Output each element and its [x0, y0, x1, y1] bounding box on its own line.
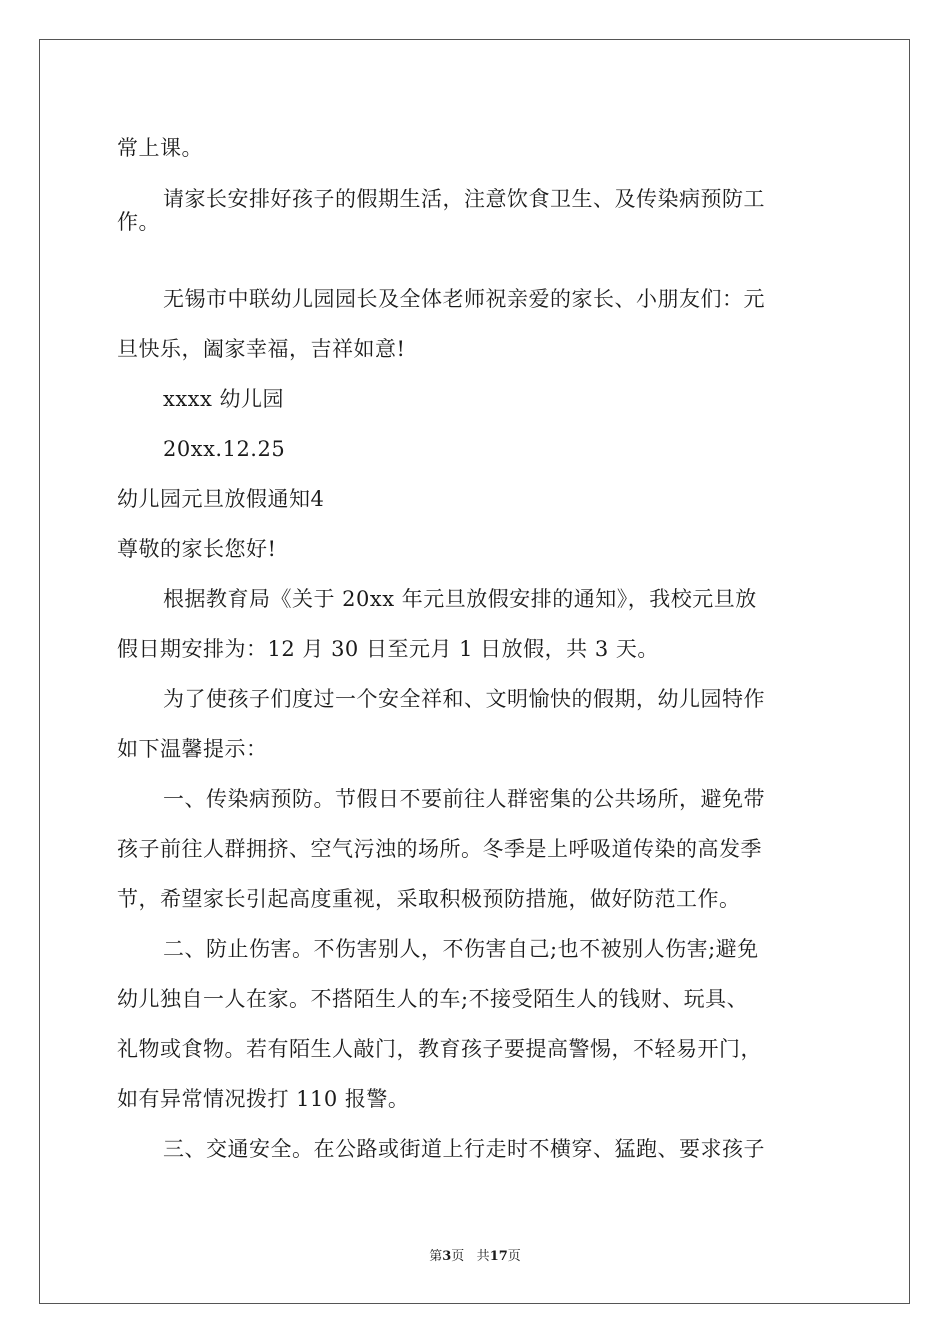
text-line: 如下温馨提示： [117, 737, 268, 761]
page-number: 3 [442, 1249, 452, 1264]
text-line: 无锡市中联幼儿园园长及全体老师祝亲爱的家长、小朋友们：元 [163, 287, 765, 311]
section-heading: 幼儿园元旦放假通知4 [117, 487, 325, 511]
text-line: 旦快乐，阖家幸福，吉祥如意! [117, 337, 406, 361]
text-line: 三、交通安全。在公路或街道上行走时不横穿、猛跑、要求孩子 [163, 1137, 765, 1161]
text-line: 孩子前往人群拥挤、空气污浊的场所。冬季是上呼吸道传染的高发季 [117, 837, 762, 861]
page-footer [0, 1248, 950, 1266]
text-line: xxxx 幼儿园 [163, 387, 285, 411]
total-suffix: 页 [507, 1249, 521, 1264]
text-line: 20xx.12.25 [163, 437, 286, 461]
page-prefix: 第 [429, 1249, 443, 1264]
text-line: 节，希望家长引起高度重视，采取积极预防措施，做好防范工作。 [117, 887, 741, 911]
text-line: 作。 [117, 210, 160, 234]
text-line: 幼儿独自一人在家。不搭陌生人的车;不接受陌生人的钱财、玩具、 [117, 987, 749, 1011]
page-suffix: 页 [451, 1249, 465, 1264]
page-frame [39, 39, 910, 1304]
salutation: 尊敬的家长您好! [117, 537, 277, 561]
text-line: 假日期安排为：12 月 30 日至元月 1 日放假，共 3 天。 [117, 637, 659, 661]
text-line: 礼物或食物。若有陌生人敲门，教育孩子要提高警惕，不轻易开门， [117, 1037, 762, 1061]
text-line: 一、传染病预防。节假日不要前往人群密集的公共场所，避免带 [163, 787, 765, 811]
text-line: 二、防止伤害。不伤害别人，不伤害自己;也不被别人伤害;避免 [163, 937, 759, 961]
text-line: 请家长安排好孩子的假期生活，注意饮食卫生、及传染病预防工 [163, 187, 765, 211]
total-prefix: 共 [476, 1249, 490, 1264]
text-line: 根据教育局《关于 20xx 年元旦放假安排的通知》，我校元旦放 [163, 587, 757, 611]
text-line: 如有异常情况拨打 110 报警。 [117, 1087, 410, 1111]
text-line: 为了使孩子们度过一个安全祥和、文明愉快的假期，幼儿园特作 [163, 687, 765, 711]
total-pages: 17 [489, 1249, 508, 1264]
text-line: 常上课。 [117, 136, 203, 160]
